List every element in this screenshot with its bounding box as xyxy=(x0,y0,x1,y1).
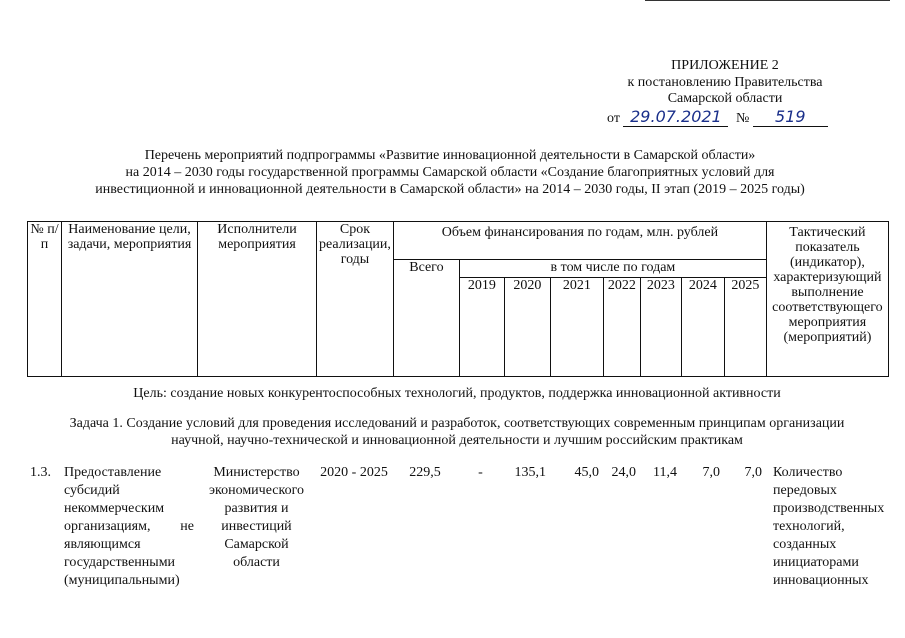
goal-text: Цель: создание новых конкурентоспособных технологий, продуктов, поддержка инновационной активности xyxy=(133,386,781,401)
header-col-funding: Объем финансирования по годам, млн. рублей xyxy=(393,222,766,260)
header-col-executors: Исполнители мероприятия xyxy=(198,222,317,377)
row-value-2022: 24,0 xyxy=(611,465,636,480)
task-text xyxy=(27,415,887,449)
data-table xyxy=(27,464,887,590)
header-col-total: Всего xyxy=(393,260,459,377)
row-value-2019: - xyxy=(478,465,483,480)
row-executor: Министерство экономического развития и инвестиций Самарской области xyxy=(209,465,304,570)
row-value-2021: 45,0 xyxy=(574,465,599,480)
appendix-line2: Самарской области xyxy=(667,91,783,106)
row-value-2020: 135,1 xyxy=(514,465,546,480)
task-line1: Задача 1. Создание условий для проведения исследований и разработок, соответствующих современным принципам организации xyxy=(69,416,845,431)
title-line3: инвестиционной и инновационной деятельности в Самарской области» на 2014 – 2030 годы, II этап (2019 – 2025 годы) xyxy=(95,182,805,197)
row-value-2023: 11,4 xyxy=(653,465,677,480)
row-value-2025: 7,0 xyxy=(744,465,762,480)
table-header xyxy=(27,221,889,377)
appendix-line1: к постановлению Правительства xyxy=(627,75,823,90)
header-col-incl: в том числе по годам xyxy=(459,260,766,278)
task-line2: научной, научно-технической и инновационной деятельности и лучшим российским практикам xyxy=(171,433,743,448)
header-year: 2020 xyxy=(504,278,550,377)
table-row xyxy=(27,464,887,590)
header-col-term: Срок реализации, годы xyxy=(317,222,394,377)
header-year: 2025 xyxy=(724,278,766,377)
row-num: 1.3. xyxy=(30,465,51,480)
row-term: 2020 - 2025 xyxy=(320,465,388,480)
header-col-name: Наименование цели, задачи, мероприятия xyxy=(62,222,198,377)
title-line1: Перечень мероприятий подпрограммы «Развитие инновационной деятельности в Самарской области» xyxy=(144,148,756,163)
row-total: 229,5 xyxy=(409,465,441,480)
date-value: 29.07.2021 xyxy=(623,107,728,127)
header-year: 2019 xyxy=(459,278,504,377)
header-col-num: № п/п xyxy=(28,222,62,377)
row-name: Предоставление субсидий некоммерческим организациям, не являющимся государственными (муниципальными) xyxy=(64,465,194,588)
number-value: 519 xyxy=(753,107,828,127)
header-year: 2021 xyxy=(550,278,603,377)
header-year: 2022 xyxy=(603,278,640,377)
top-border-line xyxy=(645,0,890,1)
number-label: № xyxy=(735,111,750,126)
appendix-title: ПРИЛОЖЕНИЕ 2 xyxy=(671,58,779,73)
header-year: 2024 xyxy=(681,278,724,377)
title-line2: на 2014 – 2030 годы государственной программы Самарской области «Создание благоприятных условий для xyxy=(125,165,775,180)
appendix-date-line xyxy=(607,107,847,127)
document-title xyxy=(40,147,860,198)
date-prefix: от xyxy=(607,111,620,126)
row-indicator: Количество передовых производственных технологий, созданных инициаторами инновационных xyxy=(773,465,885,588)
header-col-indicator: Тактический показатель (индикатор), характеризующий выполнение соответствующего мероприятия (мероприятий) xyxy=(766,222,888,377)
row-value-2024: 7,0 xyxy=(702,465,720,480)
header-year: 2023 xyxy=(640,278,681,377)
